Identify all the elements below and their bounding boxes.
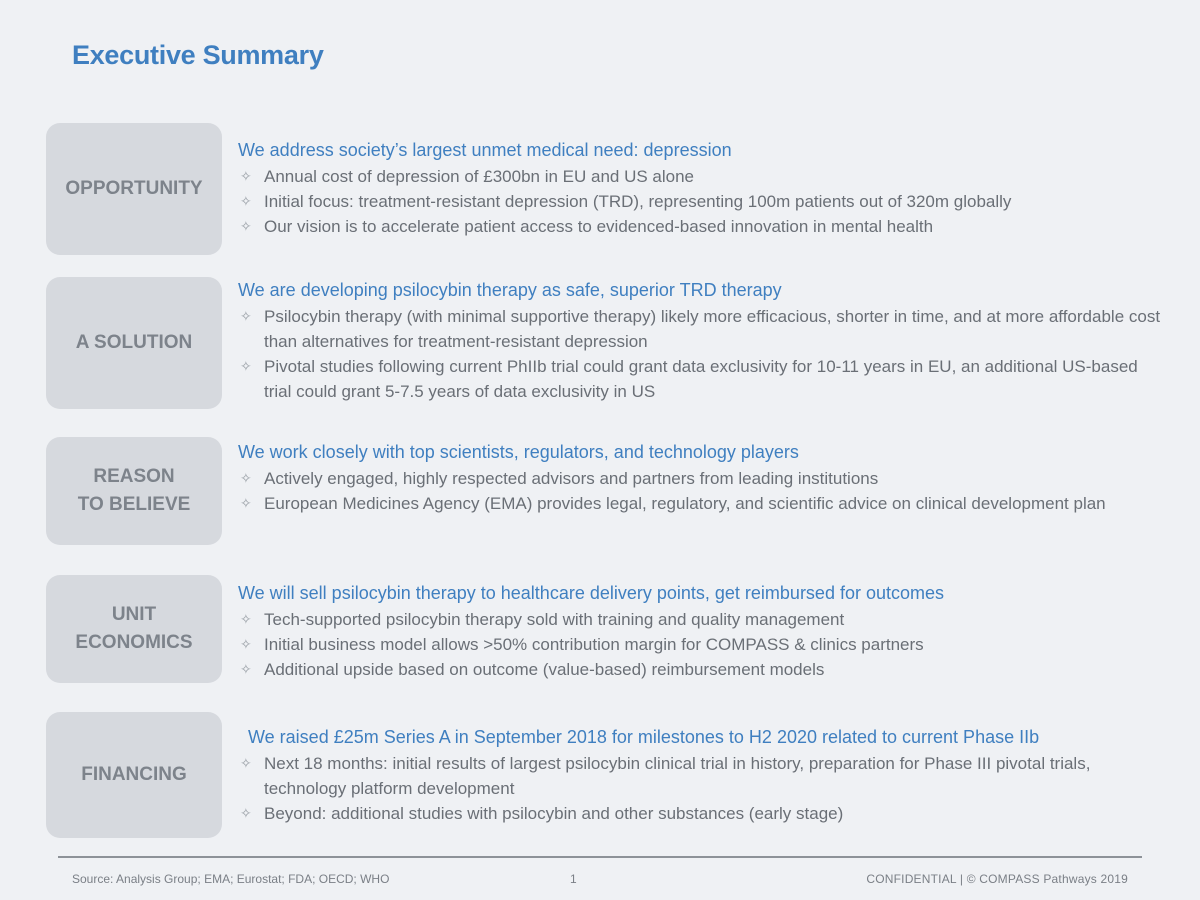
list-item <box>238 801 1168 826</box>
list-item <box>238 657 1168 682</box>
bullet-star-icon: ✧ <box>240 611 252 627</box>
bullet-list <box>238 304 1168 404</box>
section-heading: We address society’s largest unmet medical need: depression <box>238 140 732 160</box>
bullet-text: Initial business model allows >50% contribution margin for COMPASS & clinics partners <box>264 635 924 654</box>
list-item <box>238 304 1168 354</box>
list-item <box>238 214 1168 239</box>
section-label-unit-economics: UNIT ECONOMICS <box>46 575 222 683</box>
list-item <box>238 491 1168 516</box>
section-label-solution: A SOLUTION <box>46 277 222 409</box>
page-title: Executive Summary <box>72 40 324 70</box>
bullet-star-icon: ✧ <box>240 755 252 771</box>
bullet-list <box>238 164 1168 239</box>
bullet-text: Annual cost of depression of £300bn in EU and US alone <box>264 167 695 186</box>
bullet-star-icon: ✧ <box>240 495 252 511</box>
bullet-text: Psilocybin therapy (with minimal supportive therapy) likely more efficacious, shorter in time, and at more affordable cost than alternatives for treatment-resistant depression <box>264 307 1161 351</box>
footer-confidential: CONFIDENTIAL | © COMPASS Pathways 2019 <box>866 872 1128 886</box>
list-item <box>238 189 1168 214</box>
section-content-unit-economics <box>238 581 1168 682</box>
bullet-text: Our vision is to accelerate patient access to evidenced-based innovation in mental health <box>264 217 934 236</box>
list-item <box>238 466 1168 491</box>
bullet-list <box>238 466 1168 516</box>
section-label-financing: FINANCING <box>46 712 222 838</box>
section-content-solution <box>238 278 1168 404</box>
bullet-text: Tech-supported psilocybin therapy sold with training and quality management <box>264 610 845 629</box>
bullet-text: Actively engaged, highly respected advisors and partners from leading institutions <box>264 469 879 488</box>
bullet-star-icon: ✧ <box>240 168 252 184</box>
bullet-text: Initial focus: treatment-resistant depression (TRD), representing 100m patients out of 320m globally <box>264 192 1012 211</box>
list-item <box>238 354 1168 404</box>
bullet-star-icon: ✧ <box>240 661 252 677</box>
section-label-reason-to-believe: REASON TO BELIEVE <box>46 437 222 545</box>
bullet-text: European Medicines Agency (EMA) provides legal, regulatory, and scientific advice on clinical development plan <box>264 494 1106 513</box>
section-heading: We raised £25m Series A in September 2018 for milestones to H2 2020 related to current Phase IIb <box>248 727 1040 747</box>
bullet-star-icon: ✧ <box>240 358 252 374</box>
list-item <box>238 607 1168 632</box>
section-heading: We work closely with top scientists, regulators, and technology players <box>238 442 799 462</box>
bullet-star-icon: ✧ <box>240 308 252 324</box>
section-heading: We will sell psilocybin therapy to healthcare delivery points, get reimbursed for outcomes <box>238 583 944 603</box>
section-label-opportunity: OPPORTUNITY <box>46 123 222 255</box>
section-content-opportunity <box>238 138 1168 239</box>
bullet-star-icon: ✧ <box>240 218 252 234</box>
bullet-list <box>238 607 1168 682</box>
list-item <box>238 164 1168 189</box>
bullet-star-icon: ✧ <box>240 470 252 486</box>
bullet-text: Pivotal studies following current PhIIb trial could grant data exclusivity for 10-11 years in EU, an additional US-based trial could grant 5-7.5 years of data exclusivity in US <box>264 357 1138 401</box>
bullet-star-icon: ✧ <box>240 636 252 652</box>
section-content-financing <box>238 725 1168 826</box>
bullet-star-icon: ✧ <box>240 193 252 209</box>
page-number: 1 <box>570 872 577 886</box>
section-heading: We are developing psilocybin therapy as safe, superior TRD therapy <box>238 280 782 300</box>
list-item <box>238 751 1168 801</box>
bullet-text: Beyond: additional studies with psilocybin and other substances (early stage) <box>264 804 844 823</box>
section-content-reason-to-believe <box>238 440 1168 516</box>
bullet-text: Additional upside based on outcome (value-based) reimbursement models <box>264 660 825 679</box>
list-item <box>238 632 1168 657</box>
footer-source: Source: Analysis Group; EMA; Eurostat; FDA; OECD; WHO <box>72 872 390 886</box>
bullet-text: Next 18 months: initial results of largest psilocybin clinical trial in history, preparation for Phase III pivotal trials, technology platform development <box>264 754 1091 798</box>
footer-divider <box>58 856 1142 858</box>
bullet-star-icon: ✧ <box>240 805 252 821</box>
bullet-list <box>238 751 1168 826</box>
